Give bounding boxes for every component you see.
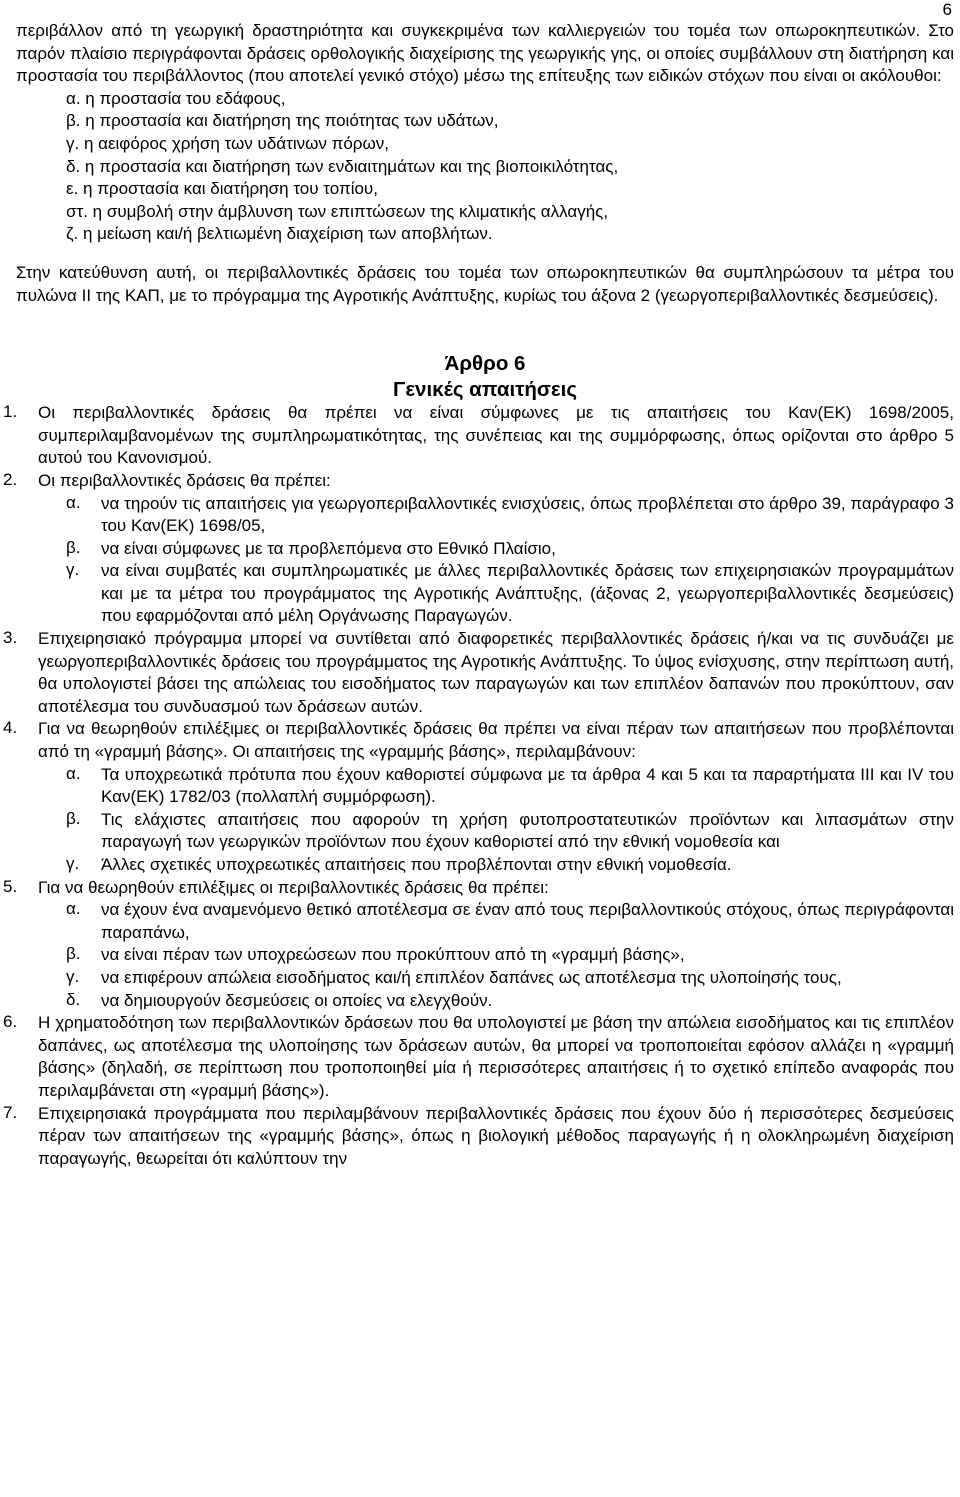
list-item: στ. η συμβολή στην άμβλυνση των επιπτώσεων της κλιματικής αλλαγής, [66,201,609,221]
sub-item [16,809,954,854]
numbered-item [3,628,954,718]
numbered-item [3,402,954,470]
numbered-item [3,876,954,900]
item-text: Για να θεωρηθούν επιλέξιμες οι περιβαλλοντικές δράσεις θα πρέπει: [38,877,549,897]
item-number: 4. [3,718,18,738]
article-title: Άρθρο 6 [444,352,526,376]
intro-paragraph: περιβάλλον από τη γεωργική δραστηριότητα και συγκεκριμένα των καλλιεργειών του τομέα των οπωροκηπευτικών. Στο παρόν πλαίσιο περιγράφονται δράσεις ορθολογικής διαχείρισης της γεωργικής γης, οι οποίες συμβάλλουν στη διατήρηση και προστασία του περιβάλλοντος (που αποτελεί γενικό στόχο) μέσω της επίτευξης των ειδικών στόχων που είναι οι ακόλουθοι: [16,21,954,86]
sub-item [16,990,954,1013]
numbered-item [3,1012,954,1102]
sub-item-letter: δ. [66,989,81,1009]
item-number: 2. [3,469,18,489]
sub-item [16,538,954,561]
list-item: δ. η προστασία και διατήρηση των ενδιαιτημάτων και της βιοποικιλότητας, [66,156,619,176]
list-item: γ. η αειφόρος χρήση των υδάτινων πόρων, [66,133,389,153]
direction-paragraph: Στην κατεύθυνση αυτή, οι περιβαλλοντικές δράσεις του τομέα των οπωροκηπευτικών θα συμπληρώσουν τα μέτρα του πυλώνα ΙΙ της ΚΑΠ, με το πρόγραμμα της Αγροτικής Ανάπτυξης, κυρίως του άξονα 2 (γεωργοπεριβαλλοντικές δεσμεύσεις). [16,262,954,305]
sub-item-letter: γ. [66,560,80,580]
sub-item-letter: β. [66,808,81,828]
document-body [3,0,954,1170]
sub-item-text: να είναι πέραν των υποχρεώσεων που προκύπτουν από τη «γραμμή βάσης», [101,945,685,965]
sub-item-text: Τις ελάχιστες απαιτήσεις που αφορούν τη χρήση φυτοπροστατευτικών προϊόντων και λιπασμάτων στην παραγωγή των γεωργικών προϊόντων που έχουν καθοριστεί από την εθνική νομοθεσία και [101,809,954,852]
item-text: Οι περιβαλλοντικές δράσεις θα πρέπει να είναι σύμφωνες με τις απαιτήσεις του Καν(ΕΚ) 1698/2005, συμπεριλαμβανομένων της συμπληρωματικότητας, της συνέπειας και της συμμόρφωσης, όπως ορίζονται στο άρθρο 5 αυτού του Κανονισμού. [38,403,954,468]
article-subtitle: Γενικές απαιτήσεις [393,378,577,402]
item-number: 1. [3,402,18,422]
item-number: 5. [3,876,18,896]
item-number: 6. [3,1012,18,1032]
sub-item-text: να είναι σύμφωνες με τα προβλεπόμενα στο Εθνικό Πλαίσιο, [101,538,556,558]
list-item: ζ. η μείωση και/ή βελτιωμένη διαχείριση των αποβλήτων. [66,224,493,244]
sub-item-text: Άλλες σχετικές υποχρεωτικές απαιτήσεις που προβλέπονται στην εθνική νομοθεσία. [101,855,732,874]
sub-item [16,899,954,944]
sub-item-text: να δημιουργούν δεσμεύσεις οι οποίες να ελεγχθούν. [101,990,493,1010]
sub-item-text: να είναι συμβατές και συμπληρωματικές με άλλες περιβαλλοντικές δράσεις των επιχειρησιακών προγραμμάτων και με τα μέτρα του προγράμματος της Αγροτικής Ανάπτυξης, (άξονας 2, γεωργοπεριβαλλοντικές δεσμεύσεις) που εφαρμόζονται από μέλη Οργάνωσης Παραγωγών. [101,561,954,626]
sub-item-letter: α. [66,763,81,783]
page-number: 6 [942,0,952,19]
item-text: Επιχειρησιακό πρόγραμμα μπορεί να συντίθεται από διαφορετικές περιβαλλοντικές δράσεις ή/και να τις συνδυάζει με γεωργοπεριβαλλοντικές δράσεις του προγράμματος της Αγροτικής Ανάπτυξης. Το ύψος ενίσχυσης, στην περίπτωση αυτή, θα υπολογιστεί βάσει της απώλειας του εισοδήματος των παραγωγών και των επιπλέον δαπανών που προκύπτουν, σαν αποτέλεσμα του συνδυασμού των δράσεων αυτών. [38,629,954,716]
list-item: α. η προστασία του εδάφους, [66,88,286,108]
numbered-item [3,1102,954,1171]
sub-item [16,560,954,628]
sub-item-text: να έχουν ένα αναμενόμενο θετικό αποτέλεσμα σε έναν από τους περιβαλλοντικούς στόχους, όπως περιγράφονται παραπάνω, [101,900,954,942]
item-text: Η χρηματοδότηση των περιβαλλοντικών δράσεων που θα υπολογιστεί με βάση την απώλεια εισοδήματος και τις επιπλέον δαπάνες, ως αποτέλεσμα της υλοποίησης των δράσεων αυτών, θα μπορεί να τροποποιείται εφόσον αλλάζει η «γραμμή βάσης» (δηλαδή, σε περίπτωση που τροποποιηθεί μία ή περισσότερες απαιτήσεις ή το σχετικό επίπεδο αναφοράς που περιλαμβάνεται στη «γραμμή βάσης»). [38,1013,954,1100]
item-text: Για να θεωρηθούν επιλέξιμες οι περιβαλλοντικές δράσεις θα πρέπει να είναι πέραν των απαιτήσεων που προβλέπονται από τη «γραμμή βάσης». Οι απαιτήσεις της «γραμμής βάσης», περιλαμβάνουν: [38,719,954,762]
list-item: β. η προστασία και διατήρηση της ποιότητας των υδάτων, [66,111,499,131]
sub-item [16,967,954,990]
sub-item-text: να τηρούν τις απαιτήσεις για γεωργοπεριβαλλοντικές ενισχύσεις, όπως προβλέπεται στο άρθρο 39, παράγραφο 3 του Καν(ΕΚ) 1698/05, [101,493,954,536]
sub-item-letter: α. [66,899,81,919]
list-item: ε. η προστασία και διατήρηση του τοπίου, [66,179,378,199]
objectives-list [16,88,954,246]
item-number: 7. [3,1102,18,1122]
sub-item-letter: β. [66,944,81,964]
sub-item-text: Τα υποχρεωτικά πρότυπα που έχουν καθοριστεί σύμφωνα με τα άρθρα 4 και 5 και τα παραρτήματα ΙΙΙ και ΙV του Καν(ΕΚ) 1782/03 (πολλαπλή συμμόρφωση). [101,764,954,807]
sub-item [16,493,954,538]
numbered-item [3,469,954,493]
item-number: 3. [3,628,18,648]
sub-item [16,944,954,967]
sub-item-letter: γ. [66,854,80,873]
sub-item-letter: β. [66,537,81,557]
item-text: Οι περιβαλλοντικές δράσεις θα πρέπει: [38,470,331,490]
sub-item-letter: α. [66,492,81,512]
sub-item [16,854,954,877]
numbered-item [3,718,954,763]
sub-item [16,764,954,809]
sub-item-letter: γ. [66,966,80,986]
item-text: Επιχειρησιακά προγράμματα που περιλαμβάνουν περιβαλλοντικές δράσεις που έχουν δύο ή περισσότερες δεσμεύσεις πέραν των απαιτήσεων της «γραμμής βάσης», όπως η βιολογική μέθοδος παραγωγής ή η ολοκληρωμένη διαχείριση παραγωγής, θεωρείται ότι καλύπτουν την [38,1103,954,1168]
sub-item-text: να επιφέρουν απώλεια εισοδήματος και/ή επιπλέον δαπάνες ως αποτέλεσμα της υλοποίησής τους, [101,967,842,987]
